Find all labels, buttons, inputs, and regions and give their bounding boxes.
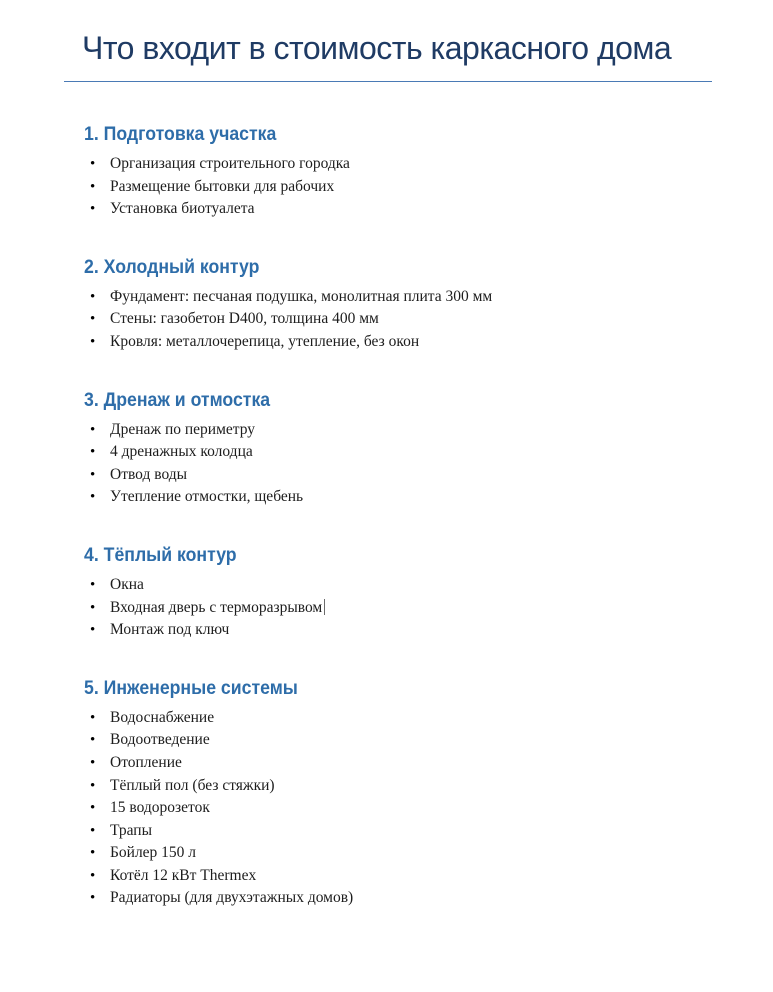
- list-item[interactable]: [64, 153, 712, 176]
- list-item[interactable]: [64, 331, 712, 354]
- list-item-text: Организация строительного городка: [110, 155, 350, 172]
- list-item-text: Тёплый пол (без стяжки): [110, 776, 275, 794]
- text-cursor: [324, 599, 325, 615]
- list-item[interactable]: [64, 797, 712, 820]
- list-item-text: Утепление отмостки, щебень: [110, 488, 304, 506]
- list-item-text: Фундамент: песчаная подушка, монолитная плита 300 мм: [110, 287, 493, 305]
- list-item[interactable]: [64, 887, 712, 910]
- list-item[interactable]: [64, 441, 712, 464]
- list-item-text: Входная дверь с терморазрывом: [110, 598, 323, 616]
- section-heading: 1. Подготовка участка: [84, 124, 277, 145]
- section-1: [64, 124, 712, 221]
- list-item-text: Водоотведение: [110, 731, 210, 749]
- list-item-text: Установка биотуалета: [110, 200, 255, 218]
- list-item-text: Котёл 12 кВт Thermex: [110, 866, 257, 884]
- list-item-text: 15 водорозеток: [110, 799, 210, 817]
- list-item-text: Отвод воды: [110, 465, 188, 483]
- list-item[interactable]: [64, 752, 712, 775]
- list-item-text: Бойлер 150 л: [110, 844, 197, 862]
- section-heading: 4. Тёплый контур: [84, 544, 237, 566]
- list-item-text: Трапы: [110, 821, 153, 839]
- list-item[interactable]: [64, 176, 712, 199]
- section-2: [64, 257, 712, 354]
- list-item-text: Размещение бытовки для рабочих: [110, 177, 335, 195]
- section-4: [64, 545, 712, 642]
- list-item[interactable]: [64, 464, 712, 487]
- bullet-list: [64, 574, 712, 642]
- list-item-text: Монтаж под ключ: [110, 621, 230, 639]
- list-item[interactable]: [64, 286, 712, 309]
- list-item-text: Стены: газобетон D400, толщина 400 мм: [110, 310, 379, 328]
- list-item[interactable]: [64, 775, 712, 798]
- section-heading: 2. Холодный контур: [84, 256, 260, 278]
- list-item[interactable]: [64, 597, 712, 620]
- list-item[interactable]: [64, 729, 712, 752]
- list-item[interactable]: [64, 820, 712, 843]
- bullet-list: [64, 419, 712, 509]
- sections-container: [64, 124, 712, 910]
- list-item[interactable]: [64, 707, 712, 730]
- section-heading: 5. Инженерные системы: [84, 677, 298, 699]
- list-item[interactable]: [64, 574, 712, 597]
- list-item-text: Водоснабжение: [110, 708, 215, 726]
- list-item[interactable]: [64, 486, 712, 509]
- list-item[interactable]: [64, 842, 712, 865]
- bullet-list: [64, 707, 712, 910]
- bullet-list: [64, 286, 712, 354]
- list-item[interactable]: [64, 419, 712, 442]
- bullet-list: [64, 153, 712, 221]
- section-3: [64, 390, 712, 509]
- list-item[interactable]: [64, 865, 712, 888]
- list-item-text: 4 дренажных колодца: [110, 443, 253, 461]
- document-title: Что входит в стоимость каркасного дома: [64, 25, 712, 82]
- section-heading: 3. Дренаж и отмостка: [84, 389, 271, 411]
- list-item-text: Дренаж по периметру: [110, 420, 256, 438]
- list-item[interactable]: [64, 619, 712, 642]
- section-5: [64, 678, 712, 910]
- list-item-text: Радиаторы (для двухэтажных домов): [110, 889, 354, 907]
- list-item[interactable]: [64, 308, 712, 331]
- list-item-text: Кровля: металлочерепица, утепление, без окон: [110, 332, 420, 350]
- list-item-text: Окна: [110, 575, 144, 593]
- list-item-text: Отопление: [110, 753, 182, 771]
- list-item[interactable]: [64, 198, 712, 221]
